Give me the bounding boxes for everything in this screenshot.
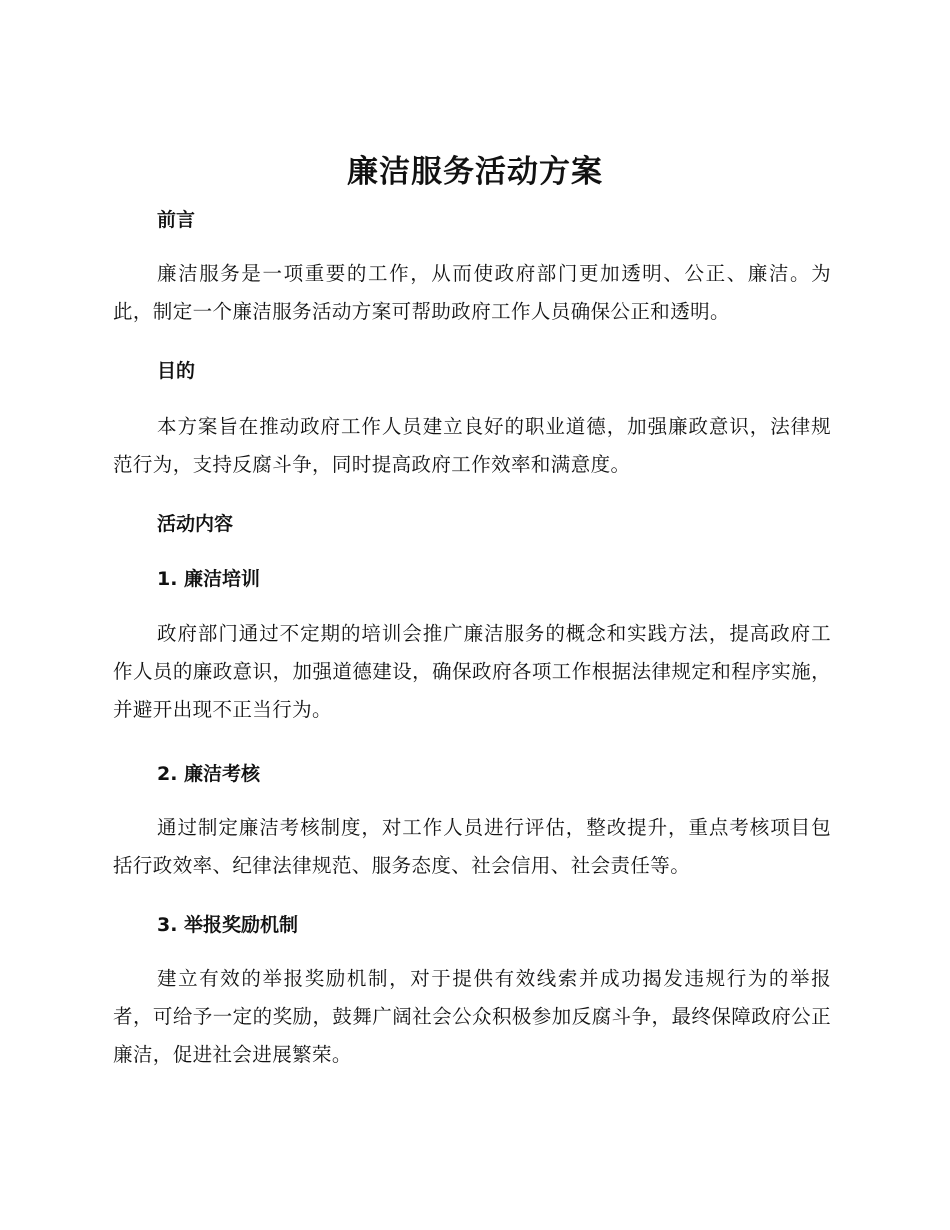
section-text-preface: 廉洁服务是一项重要的工作，从而使政府部门更加透明、公正、廉洁。为此，制定一个廉洁服务活动方案可帮助政府工作人员确保公正和透明。 xyxy=(113,262,831,323)
section-text-purpose: 本方案旨在推动政府工作人员建立良好的职业道德，加强廉政意识，法律规范行为，支持反腐斗争，同时提高政府工作效率和满意度。 xyxy=(113,415,831,476)
subsection-text-assessment: 通过制定廉洁考核制度，对工作人员进行评估，整改提升，重点考核项目包括行政效率、纪律法律规范、服务态度、社会信用、社会责任等。 xyxy=(113,816,831,877)
subsection-text-reporting: 建立有效的举报奖励机制，对于提供有效线索并成功揭发违规行为的举报者，可给予一定的奖励，鼓舞广阔社会公众积极参加反腐斗争，最终保障政府公正廉洁，促进社会进展繁荣。 xyxy=(113,967,831,1066)
subsection-heading-training: 1. 廉洁培训 xyxy=(157,568,261,590)
subsection-text-training: 政府部门通过不定期的培训会推广廉洁服务的概念和实践方法，提高政府工作人员的廉政意识，加强道德建设，确保政府各项工作根据法律规定和程序实施，并避开出现不正当行为。 xyxy=(113,622,831,721)
section-heading-preface: 前言 xyxy=(157,209,196,231)
document-title: 廉洁服务活动方案 xyxy=(347,154,603,190)
section-heading-purpose: 目的 xyxy=(157,360,196,382)
subsection-heading-reporting: 3. 举报奖励机制 xyxy=(157,914,299,936)
subsection-heading-assessment: 2. 廉洁考核 xyxy=(157,763,261,785)
section-heading-activities: 活动内容 xyxy=(157,513,234,535)
